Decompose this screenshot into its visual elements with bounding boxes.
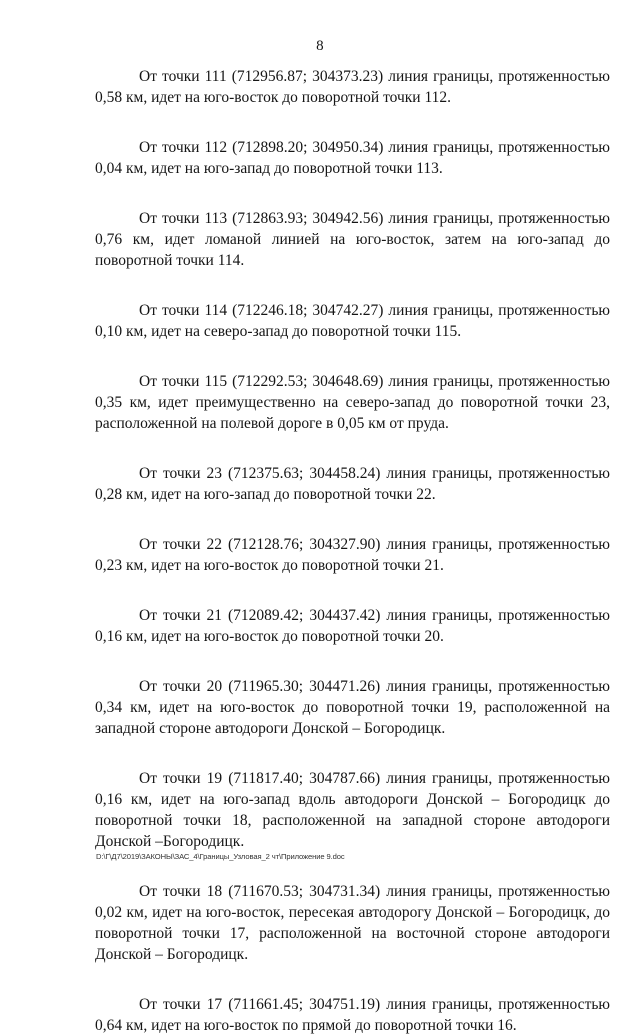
document-body bbox=[95, 66, 610, 1036]
paragraph-point-19: От точки 19 (711817.40; 304787.66) линия границы, протяженностью 0,16 км, идет на юго-запад вдоль автодороги Донской – Богородицк до поворотной точки 18, расположенной на западной стороне автодороги Донской –Богородицк. bbox=[95, 770, 610, 850]
paragraph-point-113: От точки 113 (712863.93; 304942.56) линия границы, протяженностью 0,76 км, идет ломаной линией на юго-восток, затем на юго-запад до поворотной точки 114. bbox=[95, 210, 610, 269]
paragraph-point-20: От точки 20 (711965.30; 304471.26) линия границы, протяженностью 0,34 км, идет на юго-восток до поворотной точки 19, расположенной на западной стороне автодороги Донской – Богородицк. bbox=[95, 678, 610, 737]
paragraph-point-23: От точки 23 (712375.63; 304458.24) линия границы, протяженностью 0,28 км, идет на юго-запад до поворотной точки 22. bbox=[95, 465, 610, 503]
paragraph-point-21: От точки 21 (712089.42; 304437.42) линия границы, протяженностью 0,16 км, идет на юго-восток до поворотной точки 20. bbox=[95, 607, 610, 645]
paragraph-point-18: От точки 18 (711670.53; 304731.34) линия границы, протяженностью 0,02 км, идет на юго-восток, пересекая автодорогу Донской – Богородицк, до поворотной точки 17, расположенной на восточной стороне автодороги Донской – Богородицк. bbox=[95, 883, 610, 963]
paragraph-point-114: От точки 114 (712246.18; 304742.27) линия границы, протяженностью 0,10 км, идет на северо-запад до поворотной точки 115. bbox=[95, 302, 610, 340]
paragraph-point-115: От точки 115 (712292.53; 304648.69) линия границы, протяженностью 0,35 км, идет преимущественно на северо-запад до поворотной точки 23, расположенной на полевой дороге в 0,05 км от пруда. bbox=[95, 373, 610, 432]
footer-file-path: D:\Г\Д7\2019\ЗАКОНЫ\ЗАС_4\Границы_Узловая_2 чт\Приложение 9.doc bbox=[96, 852, 345, 861]
paragraph-point-111: От точки 111 (712956.87; 304373.23) линия границы, протяженностью 0,58 км, идет на юго-восток до поворотной точки 112. bbox=[95, 68, 610, 106]
paragraph-point-22: От точки 22 (712128.76; 304327.90) линия границы, протяженностью 0,23 км, идет на юго-восток до поворотной точки 21. bbox=[95, 536, 610, 574]
paragraph-point-17: От точки 17 (711661.45; 304751.19) линия границы, протяженностью 0,64 км, идет на юго-восток по прямой до поворотной точки 16. bbox=[95, 996, 610, 1034]
page-number: 8 bbox=[316, 38, 324, 54]
paragraph-point-112: От точки 112 (712898.20; 304950.34) линия границы, протяженностью 0,04 км, идет на юго-запад до поворотной точки 113. bbox=[95, 139, 610, 177]
